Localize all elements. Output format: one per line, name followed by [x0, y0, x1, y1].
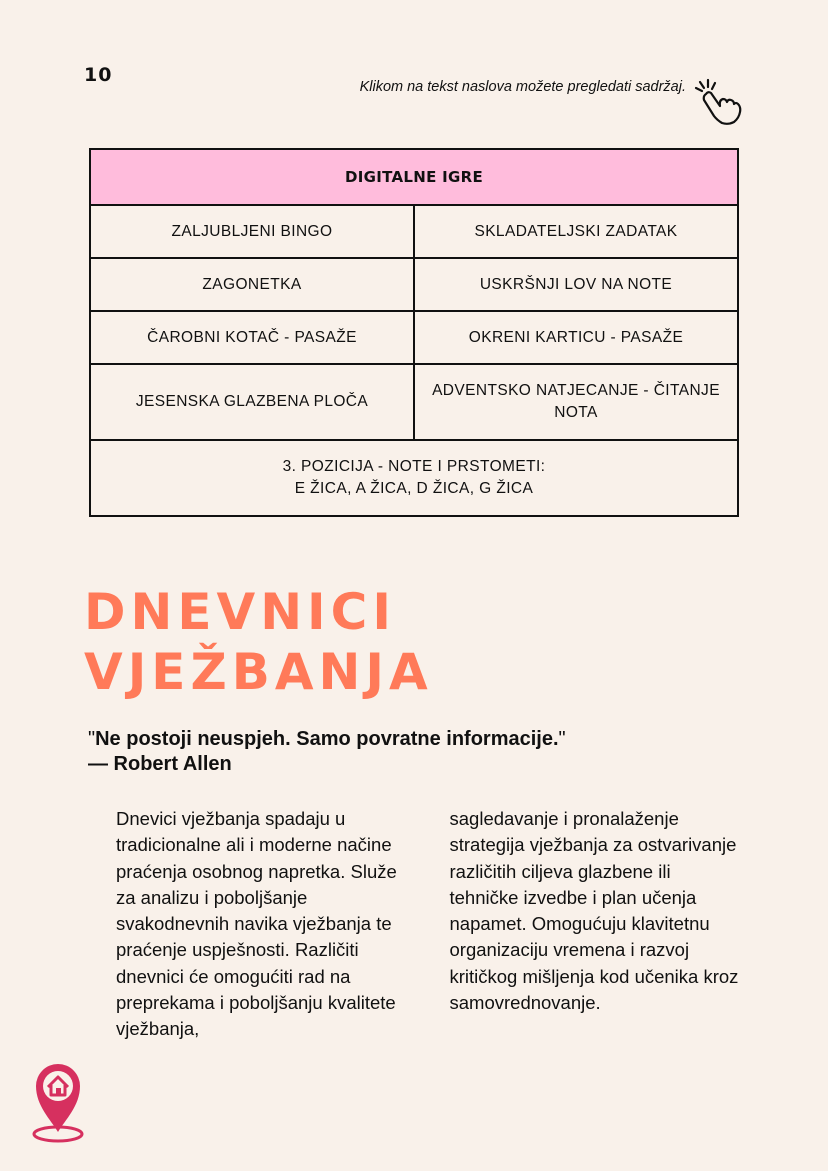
- page-number: 10: [84, 64, 113, 86]
- game-link[interactable]: ZAGONETKA: [90, 258, 414, 311]
- quote-author: — Robert Allen: [88, 753, 232, 775]
- body-column-1: Dnevici vježbanja spadaju u tradicionalne ali i moderne načine praćenja osobnog napretka. Služe za analizu i poboljšanje svakodnevnih navika vježbanja te praćenje uspješnosti. Različiti dnevnici će omogućiti rad na preprekama i poboljšanju kvalitete vježbanja,: [116, 808, 397, 1040]
- navigation-hint: Klikom na tekst naslova možete pregledati sadržaj.: [359, 79, 686, 95]
- table-row: [90, 311, 738, 364]
- table-row: [90, 258, 738, 311]
- heading-line-2: VJEŽBANJA: [84, 643, 433, 701]
- game-link[interactable]: SKLADATELJSKI ZADATAK: [414, 205, 738, 258]
- heading-line-1: DNEVNICI: [84, 583, 396, 641]
- footer-line-1: 3. POZICIJA - NOTE I PRSTOMETI:: [282, 458, 546, 475]
- footer-line-2: E ŽICA, A ŽICA, D ŽICA, G ŽICA: [294, 480, 534, 497]
- quote-block: [88, 727, 748, 777]
- game-link[interactable]: ADVENTSKO NATJECANJE - ČITANJE NOTA: [414, 364, 738, 440]
- game-link[interactable]: JESENSKA GLAZBENA PLOČA: [90, 364, 414, 440]
- digital-games-table: [89, 148, 739, 517]
- quote-text: " Ne postoji neuspjeh. Samo povratne informacije. ": [88, 728, 566, 750]
- game-link[interactable]: ZALJUBLJENI BINGO: [90, 205, 414, 258]
- table-row: [90, 364, 738, 440]
- table-row: [90, 205, 738, 258]
- table-header[interactable]: DIGITALNE IGRE: [90, 149, 738, 205]
- game-link[interactable]: USKRŠNJI LOV NA NOTE: [414, 258, 738, 311]
- game-link[interactable]: ČAROBNI KOTAČ - PASAŽE: [90, 311, 414, 364]
- body-column-2: sagledavanje i pronalaženje strategija vježbanja za ostvarivanje različitih ciljeva glazbene ili tehničke izvedbe i plan učenja napamet. Omogućuju klavitetnu organizaciju vremena i razvoj kritičkog mišljenja kod učenika kroz samovrednovanje.: [449, 808, 739, 1014]
- game-link[interactable]: OKRENI KARTICU - PASAŽE: [414, 311, 738, 364]
- game-link[interactable]: [90, 440, 738, 516]
- body-text: [116, 806, 741, 1076]
- pointing-hand-icon: [692, 78, 744, 126]
- home-location-pin-icon[interactable]: [31, 1058, 85, 1144]
- table-row: [90, 440, 738, 516]
- section-heading: [84, 582, 433, 702]
